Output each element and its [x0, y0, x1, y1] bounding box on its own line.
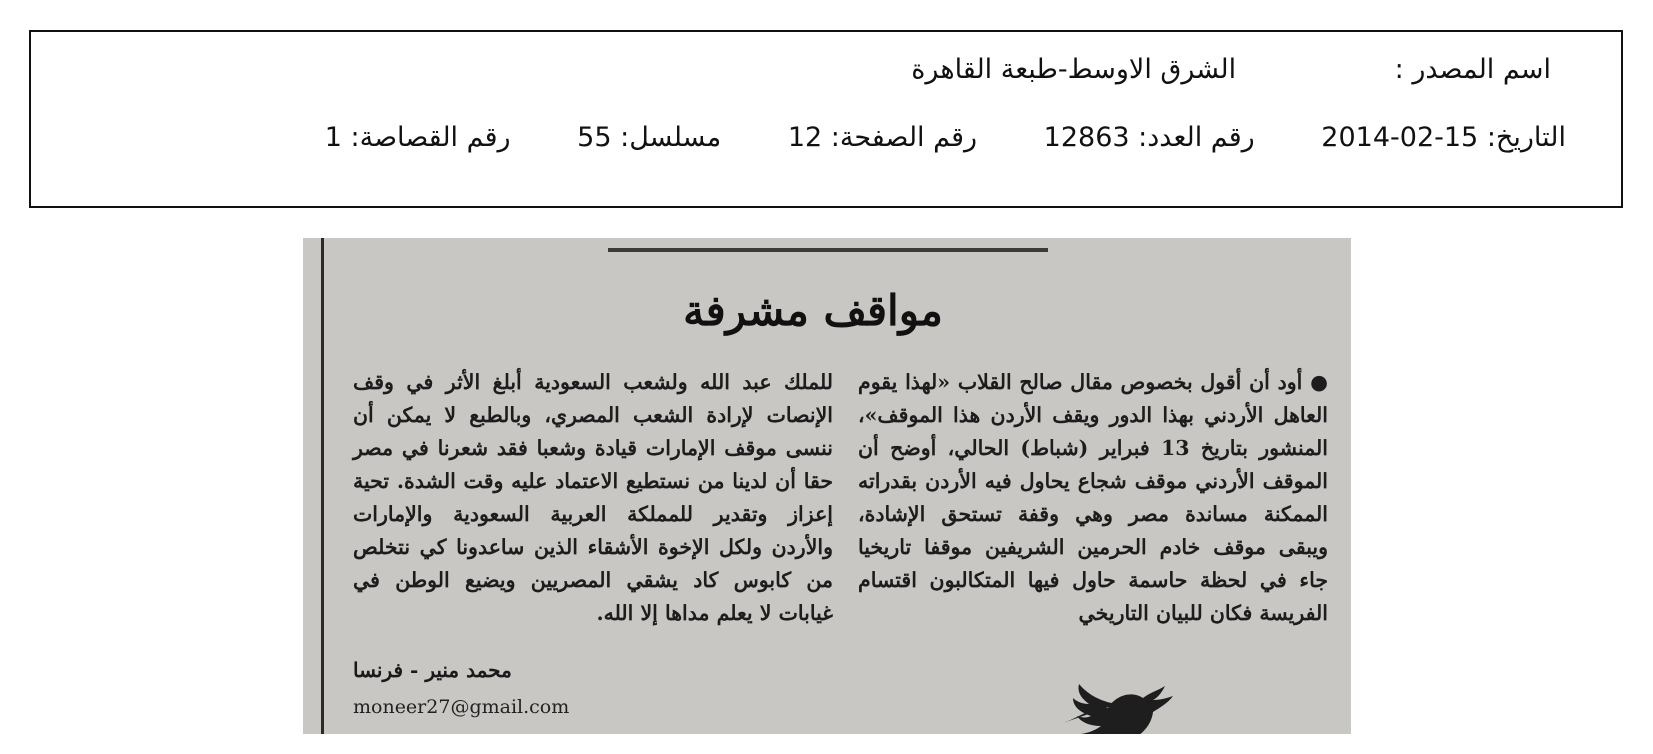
- article-column-right: ● أود أن أقول بخصوص مقال صالح القلاب «لهذا يقوم العاهل الأردني بهذا الدور ويقف الأردن هذا الموقف»، المنشور بتاريخ 13 فبراير (شباط) الحالي، أوضح أن الموقف الأردني موقف شجاع يحاول فيه الأردن بقدراته الممكنة مساندة مصر وهي وقفة تستحق الإشادة، ويبقى موقف خادم الحرمين الشريفين موقفا تاريخيا جاء في لحظة حاسمة حاول فيها المتكالبون اقتسام الفريسة فكان للبيان التاريخي: [858, 370, 1329, 625]
- page-number: رقم الصفحة: 12: [787, 122, 978, 153]
- serial-number: مسلسل: 55: [577, 122, 722, 153]
- column-divider: [321, 238, 324, 734]
- author-email: moneer27@gmail.com: [353, 696, 570, 718]
- author-signature: محمد منير - فرنسا: [353, 658, 512, 682]
- details-row: [325, 122, 1566, 153]
- clipping-number: رقم القصاصة: 1: [324, 122, 511, 153]
- twitter-bird-icon: [1053, 678, 1183, 734]
- source-row: [911, 54, 1551, 85]
- source-info-box: [29, 30, 1623, 208]
- issue-number: رقم العدد: 12863: [1043, 122, 1255, 153]
- newspaper-clipping: [303, 238, 1351, 734]
- article-column-left: للملك عبد الله ولشعب السعودية أبلغ الأثر في وقف الإنصات لإرادة الشعب المصري، وبالطبع لا يمكن أن ننسى موقف الإمارات قيادة وشعبا فقد شعرنا في مصر حقا أن لدينا من نستطيع الاعتماد عليه وقت الشدة. تحية إعزاز وتقدير للمملكة العربية السعودية والإمارات والأردن ولكل الإخوة الأشقاء الذين ساعدونا كي نتخلص من كابوس كاد يشقي المصريين ويضيع الوطن في غيابات لا يعلم مداها إلا الله.: [353, 370, 833, 625]
- article-headline: مواقف مشرفة: [683, 286, 943, 335]
- source-name: الشرق الاوسط-طبعة القاهرة: [911, 54, 1237, 85]
- headline-rule: [608, 248, 1048, 252]
- date-field: التاريخ: 15-02-2014: [1321, 122, 1566, 153]
- source-label: اسم المصدر :: [1394, 54, 1551, 85]
